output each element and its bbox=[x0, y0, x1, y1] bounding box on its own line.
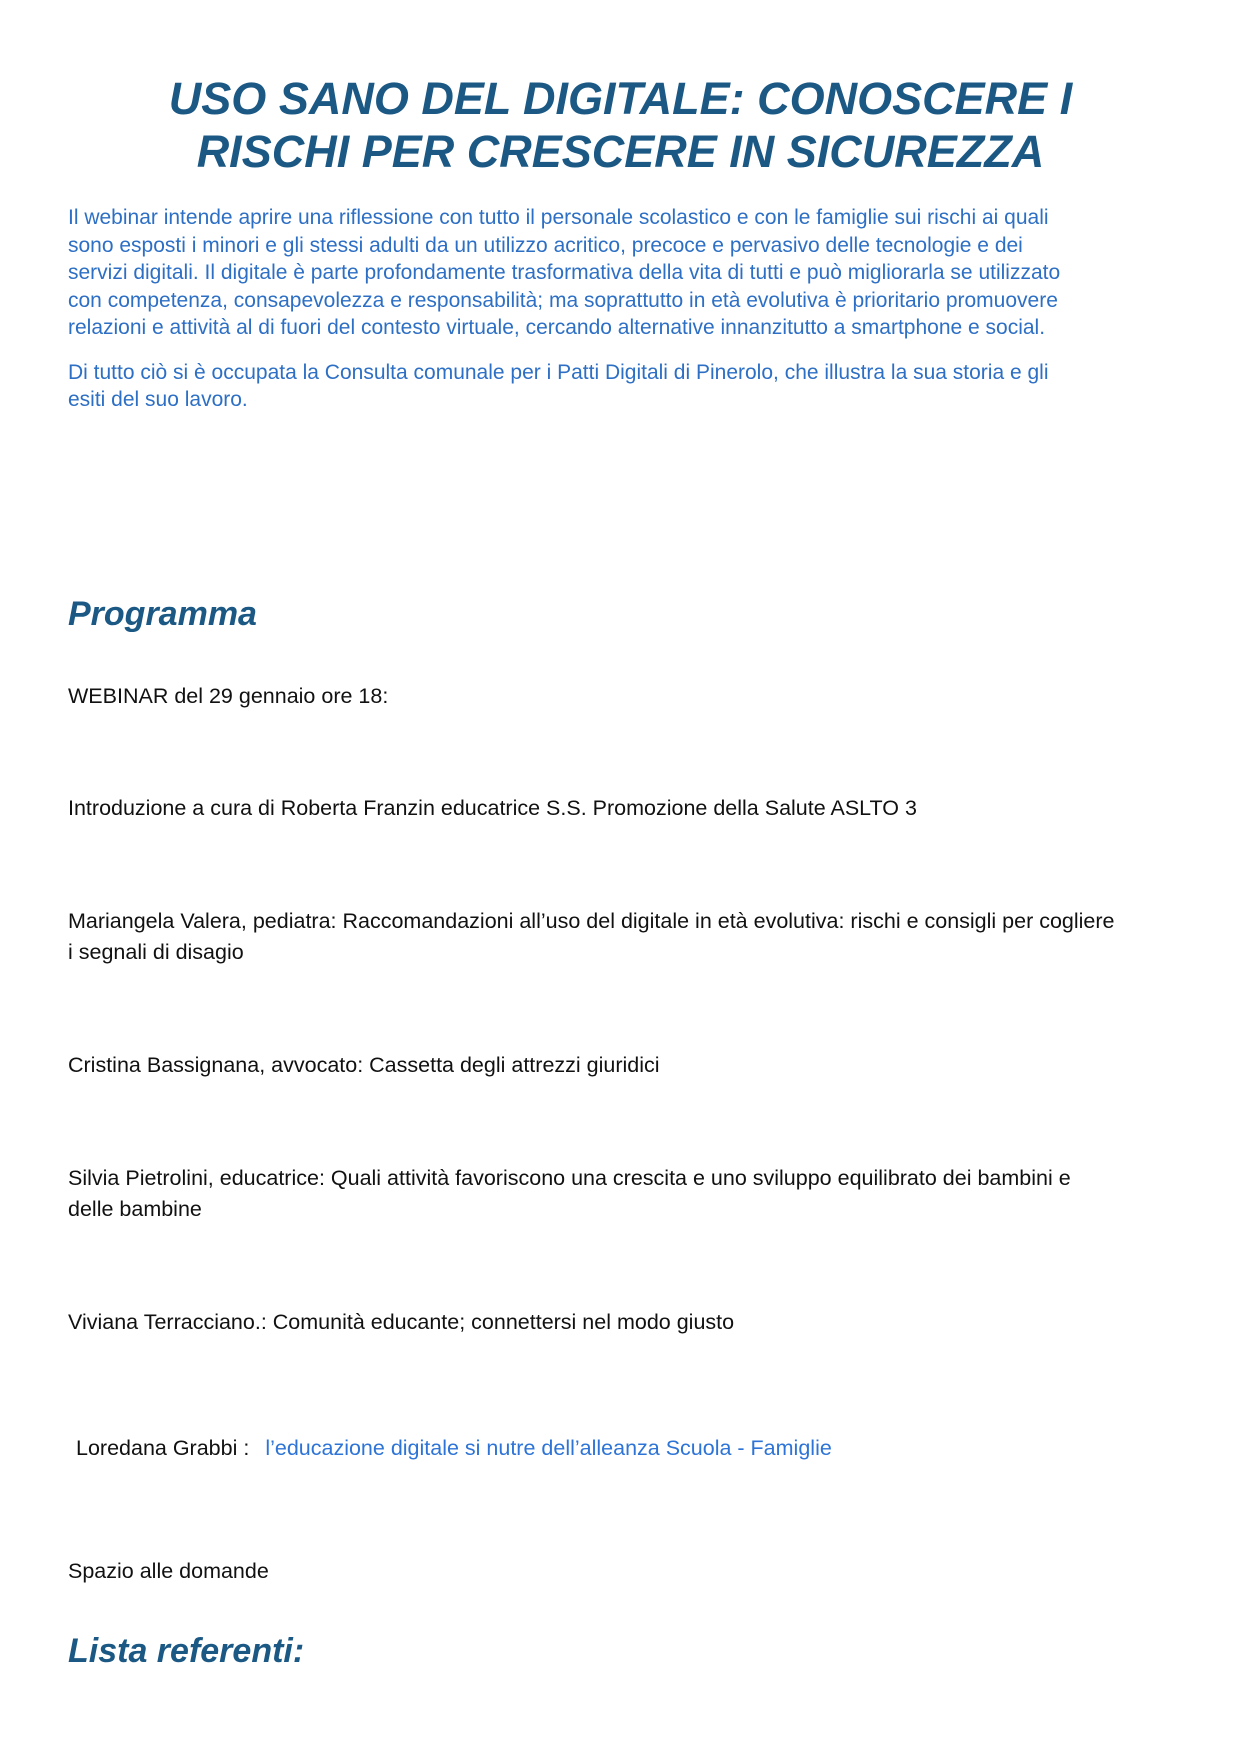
program-item-terracciano: Viviana Terracciano.: Comunità educante; connettersi nel modo giusto bbox=[68, 1309, 735, 1334]
intro-section bbox=[68, 204, 1088, 414]
page-title-line-2: RISCHI PER CRESCERE IN SICUREZZA bbox=[196, 126, 1045, 178]
page-title bbox=[68, 72, 1173, 178]
program-heading: Programma bbox=[68, 594, 257, 633]
program-item-grabbi bbox=[68, 1433, 1126, 1464]
page-title-line-1: USO SANO DEL DIGITALE: CONOSCERE I bbox=[168, 73, 1073, 124]
program-item-bassignana: Cristina Bassignana, avvocato: Cassetta degli attrezzi giuridici bbox=[68, 1052, 660, 1077]
program-item-pietrolini: Silvia Pietrolini, educatrice: Quali attività favoriscono una crescita e uno sviluppo equilibrato dei bambini e delle bambine bbox=[68, 1165, 1071, 1221]
webinar-date-line: WEBINAR del 29 gennaio ore 18: bbox=[68, 684, 389, 709]
grabbi-speaker-label: Loredana Grabbi : bbox=[76, 1435, 250, 1460]
intro-paragraph-2: Di tutto ciò si è occupata la Consulta comunale per i Patti Digitali di Pinerolo, che illustra la sua storia e gli esiti del suo lavoro. bbox=[68, 360, 1049, 412]
referents-heading: Lista referenti: bbox=[68, 1631, 305, 1670]
program-item-domande: Spazio alle domande bbox=[68, 1558, 269, 1583]
program-item-valera: Mariangela Valera, pediatra: Raccomandazioni all’uso del digitale in età evolutiva: rischi e consigli per cogliere i segnali di disagio bbox=[68, 908, 1115, 964]
program-item-introduzione: Introduzione a cura di Roberta Franzin educatrice S.S. Promozione della Salute ASLTO 3 bbox=[68, 795, 917, 820]
grabbi-talk-link[interactable]: l’educazione digitale si nutre dell’alleanza Scuola - Famiglie bbox=[265, 1435, 832, 1460]
intro-paragraph-1: Il webinar intende aprire una riflessione con tutto il personale scolastico e con le famiglie sui rischi ai quali sono esposti i minori e gli stessi adulti da un utilizzo acritico, precoce e pervasivo delle tecnologie e dei servizi digitali. Il digitale è parte profondamente trasformativa della vita di tutti e può migliorarla se utilizzato con competenza, consapevolezza e responsabilità; ma soprattutto in età evolutiva è prioritario promuovere relazioni e attività al di fuori del contesto virtuale, cercando alternative innanzitutto a smartphone e social. bbox=[68, 206, 1061, 340]
